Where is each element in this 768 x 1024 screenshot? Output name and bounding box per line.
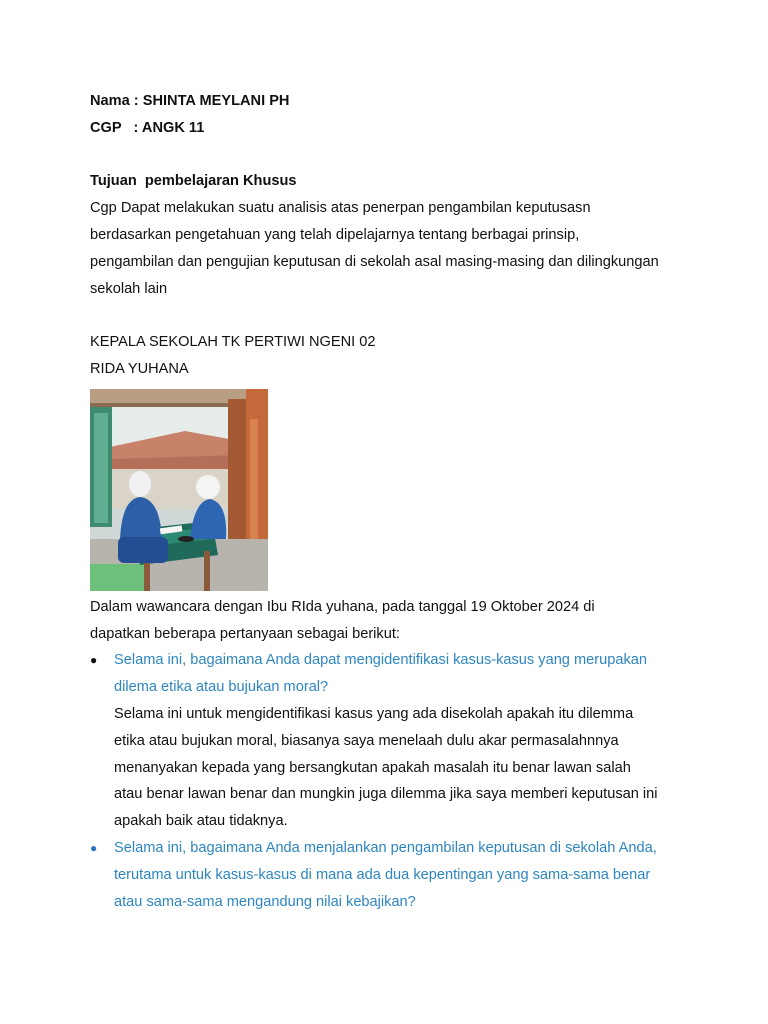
nama-value: SHINTA MEYLANI PH bbox=[142, 93, 290, 109]
cgp-value: ANGK 11 bbox=[141, 119, 205, 136]
question-text: dilema etika atau bujukan moral? bbox=[114, 679, 329, 696]
document-page bbox=[90, 88, 690, 915]
bullet-dot-icon: ● bbox=[90, 840, 98, 855]
principal-name: RIDA YUHANA bbox=[90, 360, 189, 377]
spacer bbox=[90, 302, 690, 329]
spacer bbox=[90, 142, 690, 169]
principal-title: KEPALA SEKOLAH TK PERTIWI NGENI 02 bbox=[90, 334, 376, 351]
question-text: Selama ini, bagaimana Anda menjalankan pengambilan keputusan di sekolah Anda, bbox=[114, 839, 657, 856]
cgp-line bbox=[90, 115, 690, 142]
nama-label: Nama : bbox=[90, 93, 143, 109]
objective-line: berdasarkan pengetahuan yang telah dipelajarnya tentang berbagai prinsip, bbox=[90, 226, 580, 243]
name-line bbox=[90, 88, 690, 115]
question-item bbox=[90, 647, 690, 835]
objective-line: pengambilan dan pengujian keputusan di sekolah asal masing-masing dan dilingkungan bbox=[90, 253, 659, 270]
bullet-dot-icon: ● bbox=[90, 653, 98, 668]
answer-text: Selama ini untuk mengidentifikasi kasus yang ada disekolah apakah itu dilemma bbox=[114, 705, 634, 722]
intro-line: dapatkan beberapa pertanyaan sebagai berikut: bbox=[90, 625, 400, 642]
question-text: atau sama-sama mengandung nilai kebajikan? bbox=[114, 893, 416, 910]
question-text: Selama ini, bagaimana Anda dapat mengidentifikasi kasus-kasus yang merupakan bbox=[114, 652, 647, 669]
objective-title: Tujuan pembelajaran Khusus bbox=[90, 173, 297, 190]
answer-block bbox=[114, 701, 690, 835]
question-text: terutama untuk kasus-kasus di mana ada dua kepentingan yang sama-sama benar bbox=[114, 866, 651, 883]
objective-line: sekolah lain bbox=[90, 280, 168, 297]
answer-text: apakah baik atau tidaknya. bbox=[114, 813, 288, 830]
answer-text: menanyakan kepada yang bersangkutan apakah masalah itu benar lawan salah bbox=[114, 759, 631, 776]
cgp-label: CGP : bbox=[90, 119, 142, 136]
objective-line: Cgp Dapat melakukan suatu analisis atas penerpan pengambilan keputusasn bbox=[90, 200, 591, 217]
question-list bbox=[90, 647, 690, 915]
answer-text: atau benar lawan benar dan mungkin juga dilemma jika saya memberi keputusan ini bbox=[114, 786, 658, 803]
question-item bbox=[90, 835, 690, 915]
interview-photo bbox=[90, 389, 268, 591]
answer-text: etika atau bujukan moral, biasanya saya menelaah dulu akar permasalahnnya bbox=[114, 732, 619, 749]
intro-line: Dalam wawancara dengan Ibu RIda yuhana, pada tanggal 19 Oktober 2024 di bbox=[90, 598, 595, 615]
